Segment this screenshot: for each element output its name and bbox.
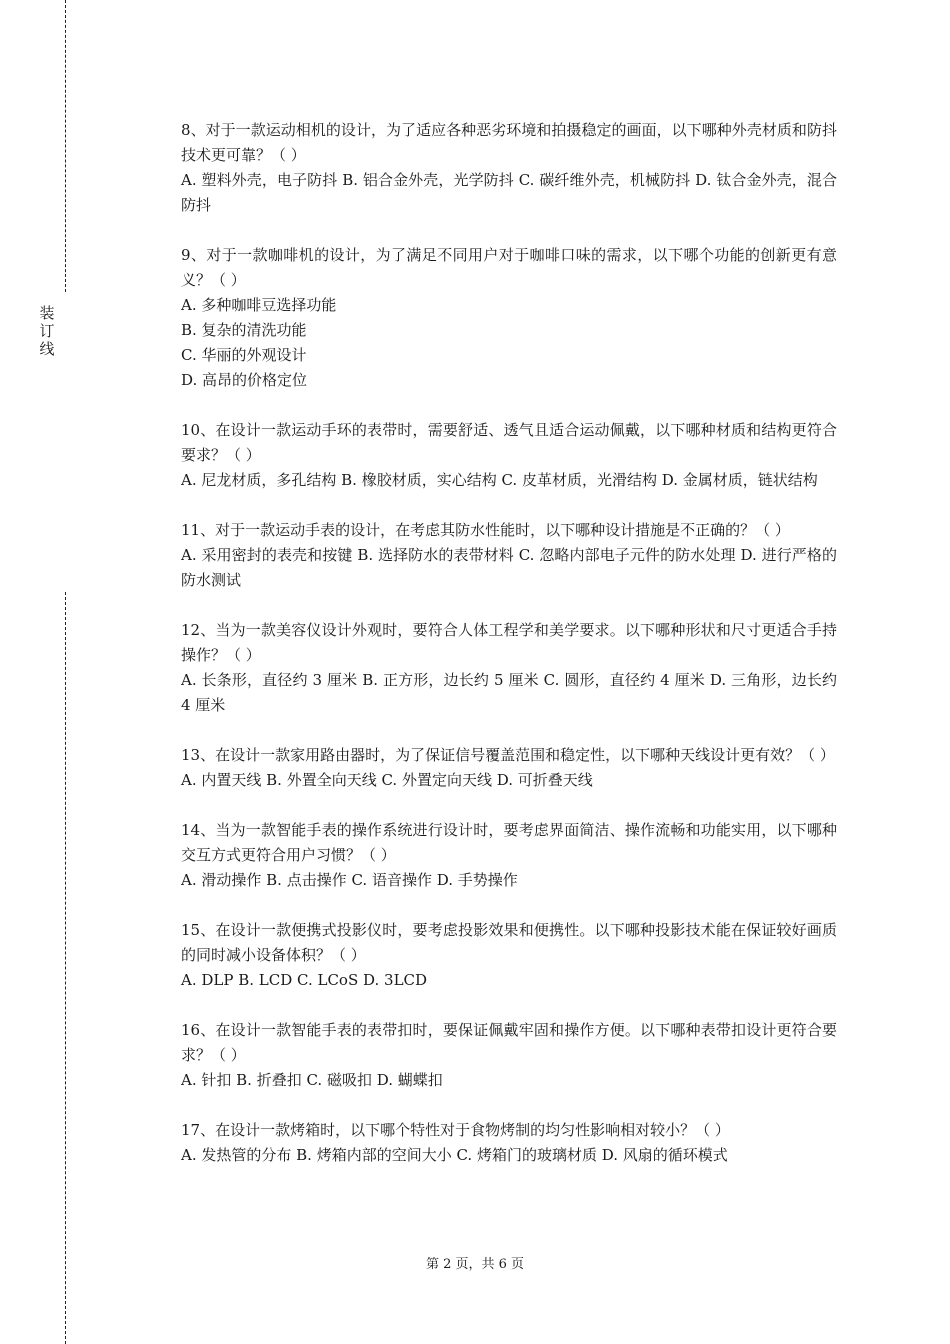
question-stem: 12、当为一款美容仪设计外观时，要符合人体工程学和美学要求。以下哪种形状和尺寸更适合手持操作？（ ） <box>181 621 837 664</box>
question-options: A. 尼龙材质，多孔结构 B. 橡胶材质，实心结构 C. 皮革材质，光滑结构 D. 金属材质，链状结构 <box>181 471 818 489</box>
question-options: A. 滑动操作 B. 点击操作 C. 语音操作 D. 手势操作 <box>181 871 518 889</box>
question-16 <box>181 1018 837 1093</box>
question-option: B. 复杂的清洗功能 <box>181 321 307 339</box>
question-14 <box>181 818 837 893</box>
question-stem: 15、在设计一款便携式投影仪时，要考虑投影效果和便携性。以下哪种投影技术能在保证较好画质的同时减小设备体积？（ ） <box>181 921 837 964</box>
question-15 <box>181 918 837 993</box>
question-stem: 8、对于一款运动相机的设计，为了适应各种恶劣环境和拍摄稳定的画面，以下哪种外壳材质和防抖技术更可靠？（ ） <box>181 121 837 164</box>
question-stem: 14、当为一款智能手表的操作系统进行设计时，要考虑界面简洁、操作流畅和功能实用，以下哪种交互方式更符合用户习惯？（ ） <box>181 821 837 864</box>
question-stem: 11、对于一款运动手表的设计，在考虑其防水性能时，以下哪种设计措施是不正确的？（ ） <box>181 521 790 539</box>
question-13 <box>181 743 837 793</box>
question-option: C. 华丽的外观设计 <box>181 346 307 364</box>
binding-line-top <box>65 0 66 292</box>
question-8 <box>181 118 837 218</box>
question-options: A. 针扣 B. 折叠扣 C. 磁吸扣 D. 蝴蝶扣 <box>181 1071 443 1089</box>
question-stem: 17、在设计一款烤箱时，以下哪个特性对于食物烤制的均匀性影响相对较小？（ ） <box>181 1121 730 1139</box>
question-11 <box>181 518 837 593</box>
question-12 <box>181 618 837 718</box>
question-stem: 13、在设计一款家用路由器时，为了保证信号覆盖范围和稳定性，以下哪种天线设计更有效？（ ） <box>181 746 835 764</box>
question-options: A. 塑料外壳，电子防抖 B. 铝合金外壳，光学防抖 C. 碳纤维外壳，机械防抖 D. 钛合金外壳，混合防抖 <box>181 171 837 214</box>
page-footer: 第 2 页，共 6 页 <box>425 1257 525 1272</box>
question-stem: 16、在设计一款智能手表的表带扣时，要保证佩戴牢固和操作方便。以下哪种表带扣设计更符合要求？（ ） <box>181 1021 837 1064</box>
question-options: A. 长条形，直径约 3 厘米 B. 正方形，边长约 5 厘米 C. 圆形，直径约 4 厘米 D. 三角形，边长约 4 厘米 <box>181 671 837 714</box>
question-options: A. 内置天线 B. 外置全向天线 C. 外置定向天线 D. 可折叠天线 <box>181 771 593 789</box>
question-option: A. 多种咖啡豆选择功能 <box>181 296 337 314</box>
question-17 <box>181 1118 837 1168</box>
question-list <box>181 118 837 1193</box>
binding-label: 装订线 <box>39 304 55 358</box>
question-options: A. 采用密封的表壳和按键 B. 选择防水的表带材料 C. 忽略内部电子元件的防水处理 D. 进行严格的防水测试 <box>181 546 837 589</box>
question-options: A. 发热管的分布 B. 烤箱内部的空间大小 C. 烤箱门的玻璃材质 D. 风扇的循环模式 <box>181 1146 728 1164</box>
question-stem: 10、在设计一款运动手环的表带时，需要舒适、透气且适合运动佩戴，以下哪种材质和结构更符合要求？（ ） <box>181 421 837 464</box>
question-10 <box>181 418 837 493</box>
question-options: A. DLP B. LCD C. LCoS D. 3LCD <box>181 971 428 989</box>
binding-line-bottom <box>65 592 66 1344</box>
question-option: D. 高昂的价格定位 <box>181 371 308 389</box>
question-stem: 9、对于一款咖啡机的设计，为了满足不同用户对于咖啡口味的需求，以下哪个功能的创新更有意义？（ ） <box>181 246 837 289</box>
question-9 <box>181 243 837 393</box>
